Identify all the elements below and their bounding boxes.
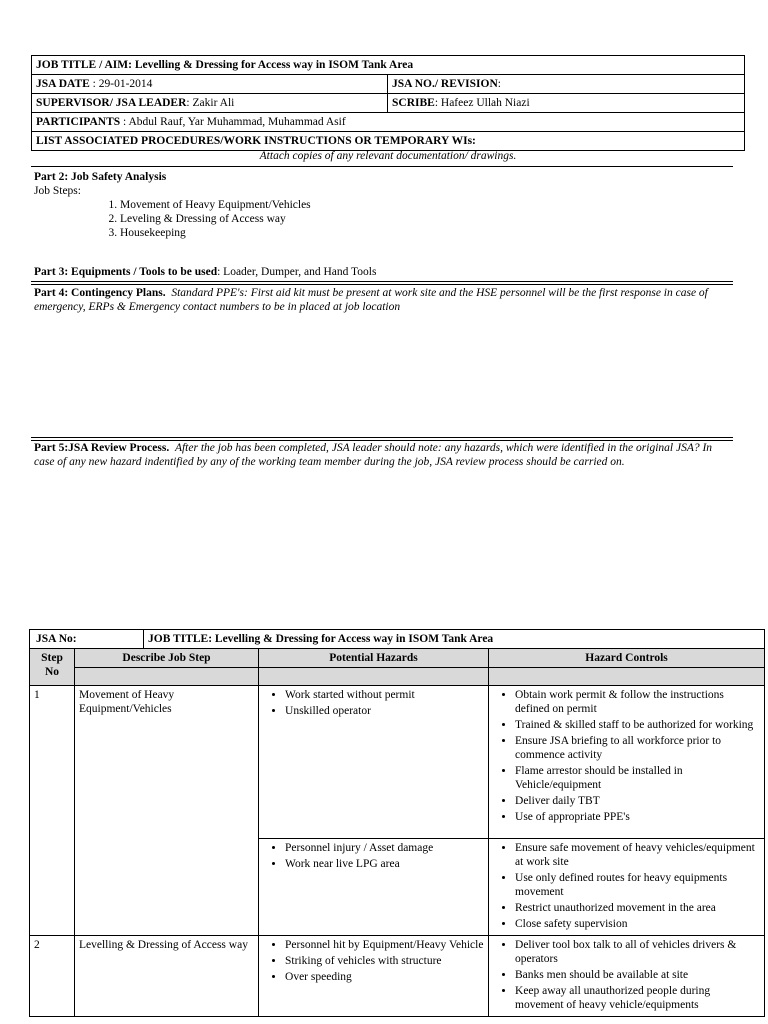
jsa-date-cell bbox=[32, 75, 388, 94]
job-title-label: JOB TITLE / AIM bbox=[36, 58, 129, 71]
step-number-cell: 2 bbox=[30, 936, 75, 1017]
part3-line bbox=[34, 265, 376, 279]
hazard-item: • Work near live LPG area bbox=[285, 857, 484, 871]
jsa-no-label-cell: JSA No: bbox=[30, 630, 144, 649]
control-item: • Use of appropriate PPE's bbox=[515, 810, 760, 824]
attach-note: Attach copies of any relevant documentation/ drawings. bbox=[259, 150, 517, 162]
supervisor-label: SUPERVISOR/ JSA LEADER bbox=[36, 96, 187, 109]
step-describe-cell: Movement of Heavy Equipment/Vehicles bbox=[75, 686, 259, 936]
header-blank-cell bbox=[489, 668, 765, 686]
hazards-cell bbox=[259, 686, 489, 839]
control-item: • Flame arrestor should be installed in Vehicle/equipment bbox=[515, 764, 760, 792]
part4-text: Standard PPE's: First aid kit must be present at work site and the HSE personnel will be the first response in case of emergency, ERPs & Emergency contact numbers to be in placed at job location bbox=[34, 287, 708, 313]
control-item: • Use only defined routes for heavy equipments movement bbox=[515, 871, 760, 899]
step-number-cell: 1 bbox=[30, 686, 75, 936]
jsa-job-title-cell: JOB TITLE: Levelling & Dressing for Access way in ISOM Tank Area bbox=[144, 630, 765, 649]
scribe-cell bbox=[388, 94, 745, 113]
controls-cell bbox=[489, 839, 765, 936]
control-item: • Deliver daily TBT bbox=[515, 794, 760, 808]
scribe-value: : Hafeez Ullah Niazi bbox=[434, 96, 530, 109]
part3-label: Part 3 bbox=[34, 266, 65, 278]
divider bbox=[31, 166, 733, 167]
header-blank-cell bbox=[259, 668, 489, 686]
hazard-item: • Personnel hit by Equipment/Heavy Vehicle bbox=[285, 938, 484, 952]
divider bbox=[31, 281, 733, 285]
col-controls-header: Hazard Controls bbox=[489, 649, 765, 668]
jsa-no-label: JSA NO./ REVISION bbox=[392, 77, 498, 90]
hazards-cell bbox=[259, 936, 489, 1017]
control-item: • Keep away all unauthorized people during movement of heavy vehicle/equipments bbox=[515, 984, 760, 1012]
hazard-item: • Work started without permit bbox=[285, 688, 484, 702]
col-describe-header: Describe Job Step bbox=[75, 649, 259, 668]
procedures-label: LIST ASSOCIATED PROCEDURES/WORK INSTRUCTIONS OR TEMPORARY WIs: bbox=[36, 134, 476, 147]
job-step-item: 3. Housekeeping bbox=[120, 226, 311, 240]
part3-title: : Equipments / Tools to be used bbox=[64, 266, 218, 278]
col-step-header: Step No bbox=[30, 649, 75, 686]
job-steps-label: Job Steps: bbox=[34, 185, 81, 197]
controls-cell bbox=[489, 686, 765, 839]
control-item: • Deliver tool box talk to all of vehicles drivers & operators bbox=[515, 938, 760, 966]
control-item: • Trained & skilled staff to be authorized for working bbox=[515, 718, 760, 732]
part5-text: After the job has been completed, JSA leader should note: any hazards, which were identified in the original JSA? In case of any new hazard indentified by any of the working team member during the job, JSA review process should be carried on. bbox=[34, 442, 713, 468]
job-step-item: 1. Movement of Heavy Equipment/Vehicles bbox=[120, 198, 311, 212]
job-steps bbox=[34, 184, 311, 240]
header-table bbox=[31, 55, 745, 151]
job-step-item: 2. Leveling & Dressing of Access way bbox=[120, 212, 311, 226]
jsa-no-value: : bbox=[497, 77, 501, 90]
hazard-item: • Over speeding bbox=[285, 970, 484, 984]
hazards-cell bbox=[259, 839, 489, 936]
job-title-cell bbox=[32, 56, 745, 75]
jsa-no-cell bbox=[388, 75, 745, 94]
hazard-item: • Unskilled operator bbox=[285, 704, 484, 718]
step-describe-cell: Levelling & Dressing of Access way bbox=[75, 936, 259, 1017]
part4-block bbox=[34, 286, 734, 314]
control-item: • Restrict unauthorized movement in the area bbox=[515, 901, 760, 915]
part5-title: Part 5:JSA Review Process. bbox=[34, 442, 170, 454]
control-item: • Close safety supervision bbox=[515, 917, 760, 931]
job-steps-list bbox=[34, 198, 311, 240]
supervisor-cell bbox=[32, 94, 388, 113]
part2-title: Part 2: Job Safety Analysis bbox=[34, 171, 167, 183]
header-blank-cell bbox=[75, 668, 259, 686]
jsa-date-value: : 29-01-2014 bbox=[89, 77, 153, 90]
hazard-item: • Personnel injury / Asset damage bbox=[285, 841, 484, 855]
part3-value: : Loader, Dumper, and Hand Tools bbox=[217, 266, 377, 278]
part4-title: Part 4: Contingency Plans. bbox=[34, 287, 166, 299]
controls-cell bbox=[489, 936, 765, 1017]
scribe-label: SCRIBE bbox=[392, 96, 435, 109]
jsa-date-label: JSA DATE bbox=[36, 77, 90, 90]
control-item: • Obtain work permit & follow the instructions defined on permit bbox=[515, 688, 760, 716]
hazard-item: • Striking of vehicles with structure bbox=[285, 954, 484, 968]
part5-block bbox=[34, 441, 734, 469]
participants-cell bbox=[32, 113, 745, 132]
control-item: • Ensure JSA briefing to all workforce prior to commence activity bbox=[515, 734, 760, 762]
col-hazards-header: Potential Hazards bbox=[259, 649, 489, 668]
supervisor-value: : Zakir Ali bbox=[186, 96, 235, 109]
procedures-cell bbox=[32, 132, 745, 151]
participants-value: : Abdul Rauf, Yar Muhammad, Muhammad Asif bbox=[120, 115, 346, 128]
participants-label: PARTICIPANTS bbox=[36, 115, 121, 128]
control-item: • Ensure safe movement of heavy vehicles/equipment at work site bbox=[515, 841, 760, 869]
job-title-value: : Levelling & Dressing for Access way in ISOM Tank Area bbox=[128, 58, 414, 71]
control-item: • Banks men should be available at site bbox=[515, 968, 760, 982]
jsa-table bbox=[29, 629, 765, 1017]
